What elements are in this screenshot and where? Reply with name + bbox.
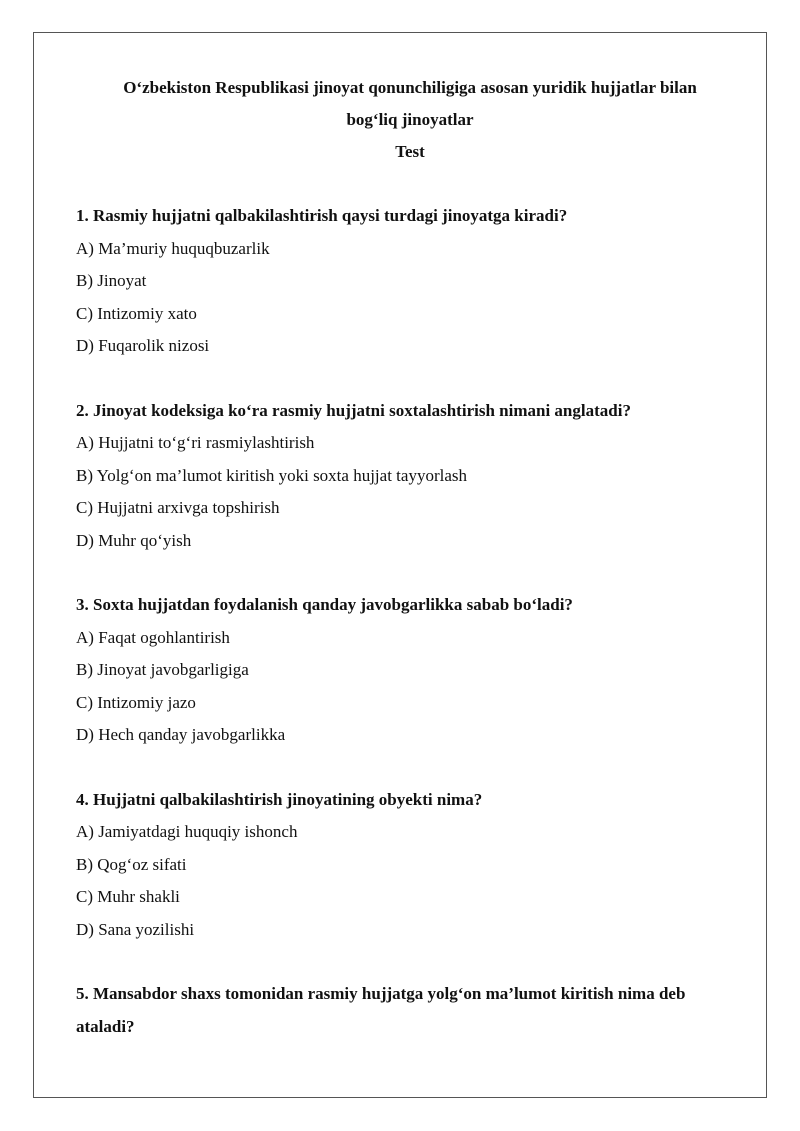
answer-option-a: A) Hujjatni to‘g‘ri rasmiylashtirish bbox=[76, 433, 315, 452]
question-1 bbox=[76, 200, 746, 363]
answer-option-b: B) Yolg‘on ma’lumot kiritish yoki soxta hujjat tayyorlash bbox=[76, 465, 467, 485]
answer-option-c: C) Intizomiy jazo bbox=[76, 692, 196, 712]
question-text: 3. Soxta hujjatdan foydalanish qanday javobgarlikka sabab bo‘ladi? bbox=[76, 595, 573, 614]
answer-option-c: C) Muhr shakli bbox=[76, 887, 180, 906]
answer-option-d: D) Hech qanday javobgarlikka bbox=[76, 725, 286, 744]
answer-option-b: B) Qog‘oz sifati bbox=[76, 854, 187, 874]
answer-option-d: D) Fuqarolik nizosi bbox=[76, 336, 210, 355]
question-text: 4. Hujjatni qalbakilashtirish jinoyatining obyekti nima? bbox=[76, 789, 483, 809]
document-title: O‘zbekiston Respublikasi jinoyat qonunchiligiga asosan yuridik hujjatlar bilan bbox=[123, 78, 697, 97]
question-4 bbox=[76, 784, 746, 947]
question-5 bbox=[76, 978, 746, 1043]
document-subtitle: Test bbox=[395, 142, 425, 161]
answer-option-a: A) Faqat ogohlantirish bbox=[76, 627, 230, 647]
answer-option-b: B) Jinoyat javobgarligiga bbox=[76, 660, 249, 679]
question-3 bbox=[76, 589, 746, 752]
answer-option-d: D) Muhr qo‘yish bbox=[76, 530, 192, 550]
question-text: 1. Rasmiy hujjatni qalbakilashtirish qaysi turdagi jinoyatga kiradi? bbox=[76, 206, 568, 225]
question-2 bbox=[76, 395, 746, 558]
answer-option-a: A) Jamiyatdagi huquqiy ishonch bbox=[76, 822, 298, 841]
question-text: 2. Jinoyat kodeksiga ko‘ra rasmiy hujjatni soxtalashtirish nimani anglatadi? bbox=[76, 400, 631, 420]
document-title-continued: bog‘liq jinoyatlar bbox=[346, 110, 474, 129]
question-text: 5. Mansabdor shaxs tomonidan rasmiy hujjatga yolg‘on ma’lumot kiritish nima deb ataladi? bbox=[76, 984, 686, 1036]
answer-option-c: C) Hujjatni arxivga topshirish bbox=[76, 498, 280, 517]
question-list bbox=[76, 200, 746, 1075]
answer-option-a: A) Ma’muriy huquqbuzarlik bbox=[76, 238, 270, 258]
answer-option-b: B) Jinoyat bbox=[76, 271, 147, 290]
answer-option-c: C) Intizomiy xato bbox=[76, 303, 197, 323]
answer-option-d: D) Sana yozilishi bbox=[76, 919, 195, 939]
